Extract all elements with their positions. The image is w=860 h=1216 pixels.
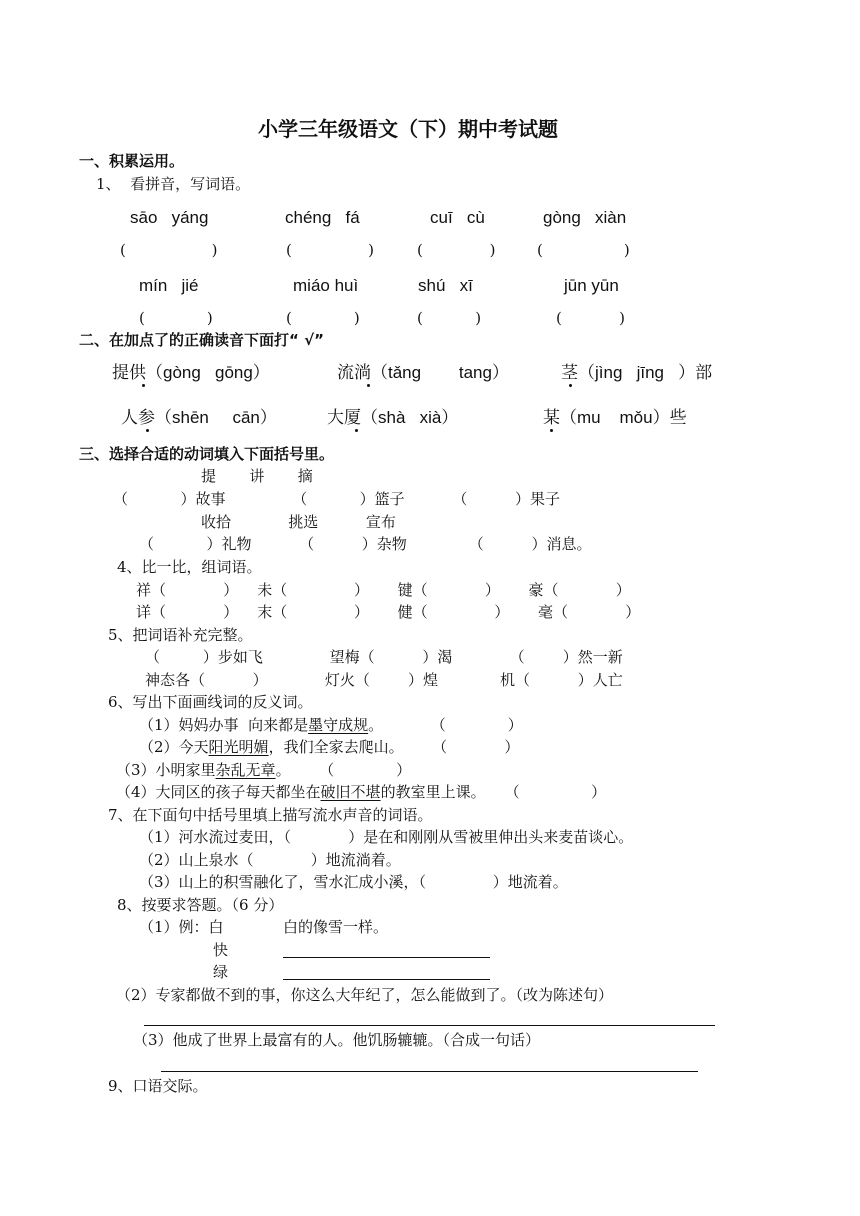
- page-title: 小学三年级语文（下）期中考试题: [258, 117, 558, 141]
- question-6-label: 6、写出下面画线词的反义词。: [108, 693, 313, 711]
- word-prompt: 快: [213, 941, 229, 959]
- pinyin-5: mín jié: [139, 276, 199, 295]
- section-1-heading: 一、积累运用。: [79, 152, 185, 170]
- question-6-item-1: （1）妈妈办事 向来都是墨守成规。 （ ）: [139, 716, 523, 734]
- fill-line: （ ）礼物 （ ）杂物 （ ）消息。: [139, 535, 592, 553]
- question-7-label: 7、在下面句中括号里填上描写流水声音的词语。: [108, 806, 433, 824]
- pinyin-6: miáo huì: [293, 276, 359, 295]
- question-7-item-2: （2）山上泉水（ ）地流淌着。: [139, 851, 401, 869]
- fill-line: 神态各（ ） 灯火（ ）煌 机（ ）人亡: [145, 671, 623, 689]
- emphasis-dot: [569, 384, 572, 387]
- question-6-item-3: （3）小明家里杂乱无章。 （ ）: [116, 761, 412, 779]
- question-9-label: 9、口语交际。: [108, 1077, 208, 1095]
- example-answer: 白的像雪一样。: [283, 918, 389, 936]
- pinyin-4: gòng xiàn: [543, 208, 627, 227]
- word-prompt: 绿: [213, 963, 229, 981]
- pinyin-1: sāo yáng: [130, 208, 209, 227]
- emphasis-dot: [367, 384, 370, 387]
- word-choices: 提 讲 摘: [201, 467, 313, 485]
- pinyin-7: shú xī: [418, 276, 473, 295]
- emphasis-dot: [550, 429, 553, 432]
- pinyin-3: cuī cù: [430, 208, 485, 227]
- underlined-word: 墨守成规: [308, 716, 369, 734]
- pronunciation-item: 流淌（tǎng tang）: [337, 363, 509, 382]
- question-1-label: 1、 看拼音，写词语。: [96, 175, 251, 193]
- question-8-label: 8、按要求答题。（6 分）: [117, 896, 284, 914]
- answer-blank[interactable]: ( ): [286, 309, 360, 327]
- fill-line: （ ）故事 （ ）篮子 （ ）果子: [113, 490, 561, 508]
- underlined-word: 杂乱无章: [215, 761, 276, 779]
- question-5-label: 5、把词语补充完整。: [108, 626, 253, 644]
- fill-line: 祥（ ） 未（ ） 键（ ） 豪（ ）: [136, 581, 631, 599]
- pronunciation-item: 人参（shēn cān）: [121, 408, 277, 427]
- emphasis-dot: [146, 429, 149, 432]
- underlined-word: 阳光明媚: [208, 738, 269, 756]
- answer-blank[interactable]: ( ): [417, 309, 482, 327]
- question-7-item-3: （3）山上的积雪融化了，雪水汇成小溪，（ ）地流着。: [139, 873, 568, 891]
- pinyin-2: chéng fá: [285, 208, 360, 227]
- underlined-word: 破旧不堪: [320, 783, 381, 801]
- emphasis-dot: [355, 429, 358, 432]
- answer-blank[interactable]: ( ): [139, 309, 213, 327]
- answer-blank[interactable]: ( ): [537, 241, 630, 259]
- pinyin-8: jūn yūn: [564, 276, 619, 295]
- example-label: （1）例：白: [139, 918, 224, 936]
- answer-line[interactable]: [161, 1071, 698, 1072]
- answer-line[interactable]: [144, 1025, 715, 1026]
- answer-line[interactable]: [283, 957, 490, 958]
- pronunciation-item: 提供（gòng gōng）: [112, 363, 270, 382]
- answer-line[interactable]: [283, 979, 490, 980]
- answer-blank[interactable]: ( ): [556, 309, 625, 327]
- question-4-label: 4、比一比，组词语。: [117, 558, 262, 576]
- pronunciation-item: 某（mu mǒu）些: [543, 408, 687, 427]
- question-8-item-2: （2）专家都做不到的事，你这么大年纪了，怎么能做到了。（改为陈述句）: [116, 986, 614, 1004]
- word-choices: 收拾 挑选 宣布: [201, 513, 396, 531]
- question-6-item-2: （2）今天阳光明媚，我们全家去爬山。 （ ）: [139, 738, 520, 756]
- answer-blank[interactable]: ( ): [120, 241, 218, 259]
- emphasis-dot: [142, 384, 145, 387]
- question-6-item-4: （4）大同区的孩子每天都坐在破旧不堪的教室里上课。 （ ）: [116, 783, 607, 801]
- answer-blank[interactable]: ( ): [417, 241, 496, 259]
- fill-line: （ ）步如飞 望梅（ ）渴 （ ）然一新: [145, 648, 623, 666]
- question-7-item-1: （1）河水流过麦田，（ ）是在和刚刚从雪被里伸出头来麦苗谈心。: [139, 828, 634, 846]
- section-3-heading: 三、选择合适的动词填入下面括号里。: [79, 445, 335, 463]
- question-8-item-3: （3）他成了世界上最富有的人。他饥肠辘辘。（合成一句话）: [133, 1031, 541, 1049]
- fill-line: 详（ ） 末（ ） 健（ ） 毫（ ）: [136, 603, 641, 621]
- section-2-heading: 二、在加点了的正确读音下面打“ √”: [79, 331, 324, 349]
- pronunciation-item: 茎（jìng jīng ）部: [561, 363, 713, 382]
- pronunciation-item: 大厦（shà xià）: [327, 408, 459, 427]
- answer-blank[interactable]: ( ): [286, 241, 374, 259]
